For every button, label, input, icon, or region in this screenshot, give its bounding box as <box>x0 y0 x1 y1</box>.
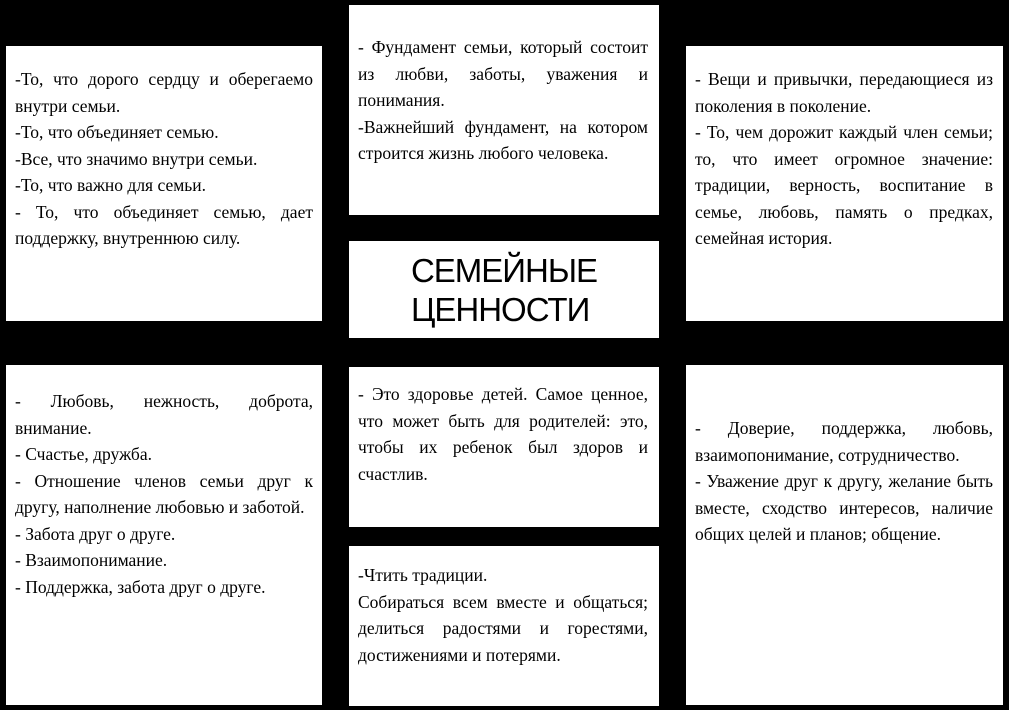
central-title-box <box>349 241 659 338</box>
list-item: - Уважение друг к другу, желание быть вместе, сходство интересов, наличие общих целей и планов; общение. <box>695 471 993 544</box>
title-line-2: ЦЕННОСТИ <box>410 290 590 328</box>
box-top-center <box>349 5 659 215</box>
box-bottom-left <box>6 365 322 705</box>
list-item: Собираться всем вместе и общаться; делиться радостями и горестями, достижениями и потерями. <box>358 591 648 665</box>
box-bottom-right <box>686 365 1003 705</box>
list-item: -Все, что значимо внутри семьи. <box>15 148 258 169</box>
list-item: -То, что объединяет семью. <box>15 122 219 142</box>
list-item: -То, что дорого сердцу и оберегаемо внутри семьи. <box>15 69 313 116</box>
box-bottom-center <box>349 546 659 706</box>
list-item: - Фундамент семьи, который состоит из любви, заботы, уважения и понимания. <box>358 37 648 110</box>
list-item: - Вещи и привычки, передающиеся из поколения в поколение. <box>695 69 993 116</box>
list-item: - То, чем дорожит каждый член семьи; то, что имеет огромное значение: традиции, верность, воспитание в семье, любовь, память о предках, семейная история. <box>695 122 993 248</box>
box-top-left <box>6 46 322 321</box>
list-item: - Доверие, поддержка, любовь, взаимопонимание, сотрудничество. <box>695 418 993 465</box>
list-item: -Чтить традиции. <box>358 565 488 585</box>
list-item: -То, что важно для семьи. <box>15 175 207 195</box>
box-top-right <box>686 46 1003 321</box>
list-item: - Счастье, дружба. <box>15 444 152 464</box>
page-title <box>411 251 597 329</box>
list-item: - То, что объединяет семью, дает поддержку, внутреннюю силу. <box>15 201 313 248</box>
list-item: - Это здоровье детей. Самое ценное, что может быть для родителей: это, чтобы их ребенок был здоров и счастлив. <box>358 384 648 484</box>
title-line-1: СЕМЕЙНЫЕ <box>410 251 598 289</box>
list-item: - Отношение членов семьи друг к другу, наполнение любовью и заботой. <box>15 470 313 517</box>
list-item: - Любовь, нежность, доброта, внимание. <box>15 391 313 438</box>
box-middle <box>349 367 659 527</box>
list-item: -Важнейший фундамент, на котором строится жизнь любого человека. <box>358 116 648 163</box>
list-item: - Поддержка, забота друг о друге. <box>15 576 266 597</box>
list-item: - Забота друг о друге. <box>15 523 176 544</box>
list-item: - Взаимопонимание. <box>15 550 168 570</box>
